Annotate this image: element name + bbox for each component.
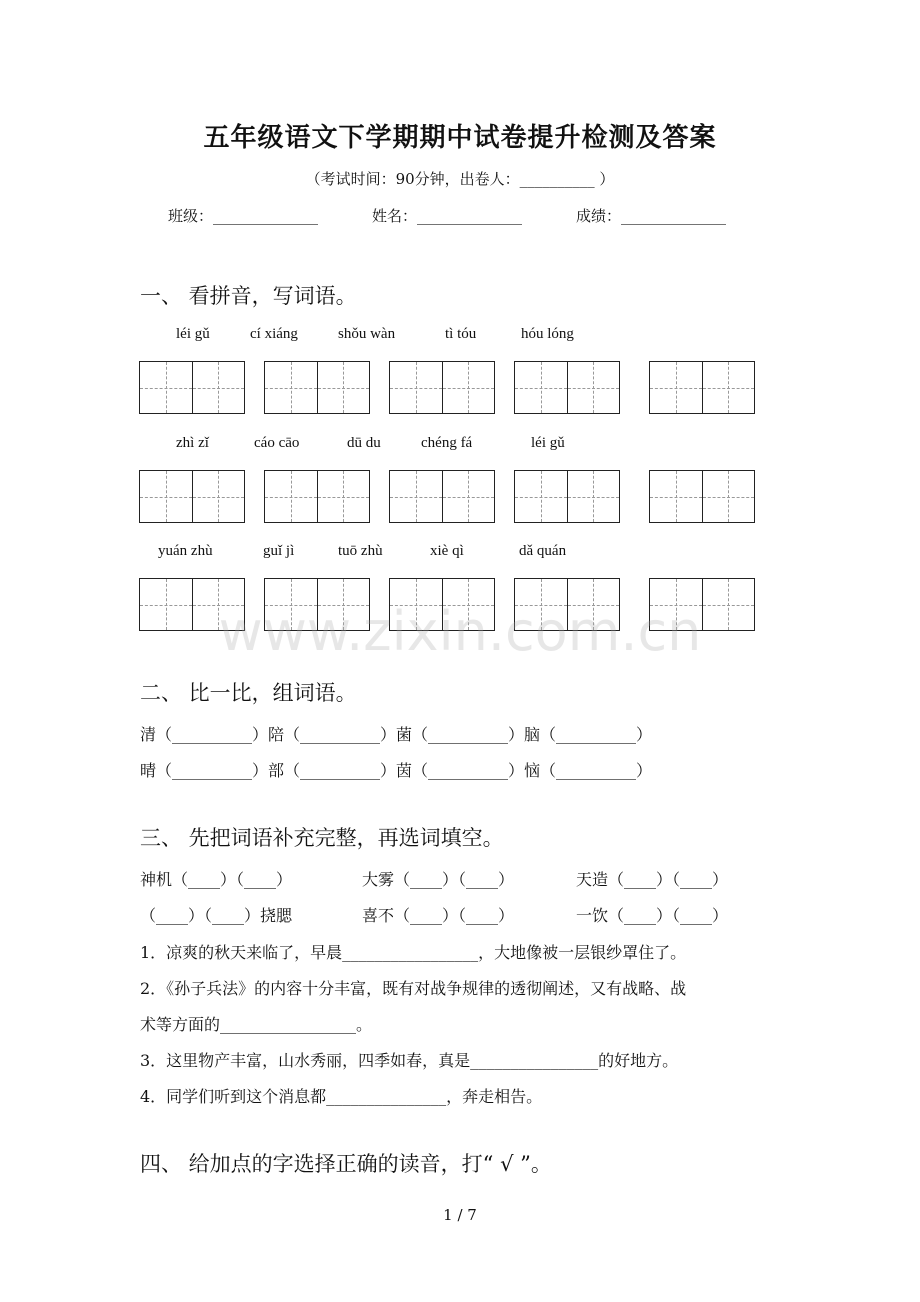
class-field: 班级：______________	[168, 207, 319, 225]
pinyin: chéng fá	[421, 435, 473, 451]
writing-grid[interactable]	[389, 361, 495, 414]
idiom-blank: 神机（____）（____）	[140, 870, 293, 889]
exam-subtitle: （考试时间：90分钟，出卷人：__________ ）	[305, 170, 615, 188]
pinyin: tuō zhù	[338, 543, 383, 559]
idiom-blank: （____）（____）挠腮	[140, 906, 293, 925]
idiom-blank: 大雾（____）（____）	[362, 870, 515, 889]
section2-heading: 二、 比一比，组词语。	[140, 681, 357, 705]
writing-grid[interactable]	[139, 470, 245, 523]
pinyin: zhì zǐ	[176, 435, 209, 451]
writing-grid[interactable]	[649, 361, 755, 414]
name-field: 姓名：______________	[372, 207, 523, 225]
writing-grid[interactable]	[264, 361, 370, 414]
writing-grid[interactable]	[649, 470, 755, 523]
watermark: www.zixin.com.cn	[218, 600, 702, 663]
idiom-blank: 一饮（____）（____）	[576, 906, 729, 925]
writing-grid[interactable]	[514, 361, 620, 414]
pinyin: tì tóu	[445, 326, 477, 342]
score-field: 成绩：______________	[576, 207, 727, 225]
writing-grid[interactable]	[139, 361, 245, 414]
pinyin: shǒu wàn	[338, 326, 396, 342]
idiom-blank: 天造（____）（____）	[576, 870, 729, 889]
writing-grid[interactable]	[264, 470, 370, 523]
pinyin: léi gǔ	[531, 435, 565, 451]
pinyin: léi gǔ	[176, 326, 210, 342]
question-1: 1．凉爽的秋天来临了，早晨_________________，大地像被一层银纱罩住了。	[140, 943, 687, 962]
question-2-continued: 术等方面的_________________。	[140, 1015, 373, 1034]
section1-heading: 一、 看拼音，写词语。	[140, 284, 357, 308]
pinyin: yuán zhù	[158, 543, 213, 559]
compare-line-1: 清（__________）陪（__________）菌（__________）脑（__________）	[140, 725, 653, 744]
section4-heading: 四、 给加点的字选择正确的读音，打“ √ ”。	[140, 1152, 552, 1176]
question-4: 4．同学们听到这个消息都_______________，奔走相告。	[140, 1087, 543, 1106]
page-number: 1 / 7	[443, 1206, 477, 1224]
pinyin: dū du	[347, 435, 381, 451]
pinyin: xiè qì	[430, 543, 464, 559]
question-3: 3．这里物产丰富，山水秀丽，四季如春，真是________________的好地方。	[140, 1051, 679, 1070]
pinyin: cí xiáng	[250, 326, 298, 342]
idiom-blank: 喜不（____）（____）	[362, 906, 515, 925]
pinyin: guǐ jì	[263, 543, 295, 559]
pinyin: dǎ quán	[519, 543, 567, 559]
compare-line-2: 晴（__________）部（__________）茵（__________）恼（__________）	[140, 761, 653, 780]
pinyin: cáo cāo	[254, 435, 300, 451]
writing-grid[interactable]	[514, 470, 620, 523]
question-2: 2．《孙子兵法》的内容十分丰富，既有对战争规律的透彻阐述，又有战略、战	[140, 979, 687, 998]
pinyin: hóu lóng	[521, 326, 574, 342]
section3-heading: 三、 先把词语补充完整，再选词填空。	[140, 826, 504, 850]
exam-title: 五年级语文下学期期中试卷提升检测及答案	[203, 123, 717, 153]
writing-grid[interactable]	[389, 470, 495, 523]
